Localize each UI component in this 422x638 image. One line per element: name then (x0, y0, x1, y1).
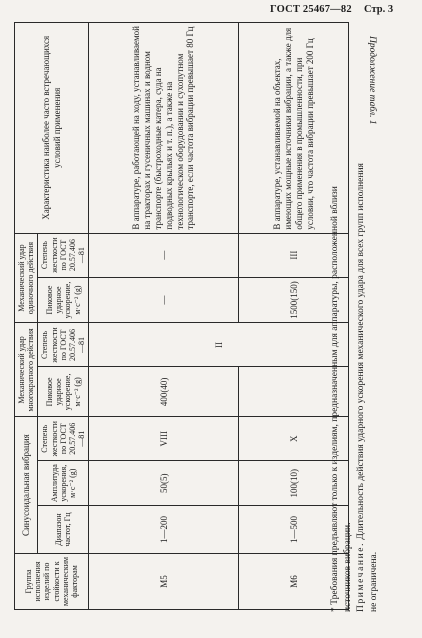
header-description: Характеристика наиболее часто встречающихся условий применения (15, 23, 89, 234)
severity-table (14, 22, 349, 610)
cell-freq: 1—500 (239, 506, 349, 554)
cell-sine-severity: VIII (89, 417, 239, 461)
header-freq-range: Диапазон частот, Гц (38, 506, 89, 554)
cell-multi-peak: 400(40) (89, 367, 239, 417)
header-single-peak: Пиковое ударное ускорение, м·с⁻² (g) (38, 277, 89, 323)
cell-description: В аппаратуре, устанавливаемой на объектах, имеющих мощные источники вибрации, а также для общего применения в промышленности, при условии, что частота вибрации превышает 200 Гц (239, 23, 349, 234)
table-continuation-label: Продолжение табл. 1 (367, 36, 377, 125)
page-header (0, 0, 422, 22)
cell-accel: 100(10) (239, 461, 349, 506)
header-sine-vibration: Синусоидальная вибрация (15, 417, 38, 554)
cell-single-peak: 1500(150) (239, 277, 349, 323)
cell-freq: 1—200 (89, 506, 239, 554)
note-text: Длительность действия ударного ускорения механического удара для всех групп исполнения (356, 163, 366, 542)
table-row (89, 23, 239, 610)
page-number: Стр. 3 (364, 4, 394, 15)
note-label: Примечание. (356, 541, 366, 612)
cell-sine-severity: X (239, 417, 349, 461)
document-title: ГОСТ 25467—82 (270, 4, 352, 15)
header-multi-peak: Пиковое ударное ускорение, м·с⁻² (g) (38, 367, 89, 417)
cell-single-peak: — (89, 277, 239, 323)
cell-group: М5 (89, 553, 239, 609)
footnote-star-continued: источников вибрации. (343, 522, 353, 612)
header-multi-shock: Механический удар многократного действия (15, 323, 38, 417)
header-multi-severity: Степень жесткости по ГОСТ 20.57.406—81 (38, 323, 89, 367)
cell-accel: 50(5) (89, 461, 239, 506)
header-accel-amplitude: Амплитуда ускорения, м·с⁻² (g) (38, 461, 89, 506)
header-group: Группа исполнения изделий по стойкости к механическим факторам (15, 553, 89, 609)
footnote-note-continued: не ограничена. (369, 551, 379, 612)
header-sine-severity: Степень жесткости по ГОСТ 20.57.406—81 (38, 417, 89, 461)
header-single-severity: Степень жесткости по ГОСТ 20.57.406—81 (38, 233, 89, 277)
cell-multi-severity: II (89, 323, 349, 367)
footnote-star: * Требования предъявляют только к изделиям, предназначенным для аппаратуры, расположенной вблизи (330, 186, 340, 612)
rotated-table-block (14, 22, 368, 610)
cell-description: В аппаратуре, работающей на ходу, устанавливаемой на тракторах и гусеничных машинах и водном транспорте (быстроходные катера, суда на подводных крыльях и т. п.), а также на технологическом оборудовании и сухопутном транспорте, если частота вибрации превышает 80 Гц (89, 23, 239, 234)
cell-group: М6 (239, 553, 349, 609)
footnote-note (356, 163, 366, 612)
cell-single-severity: — (89, 233, 239, 277)
header-single-shock: Механический удар одиночного действия (15, 233, 38, 323)
cell-single-severity: III (239, 233, 349, 277)
